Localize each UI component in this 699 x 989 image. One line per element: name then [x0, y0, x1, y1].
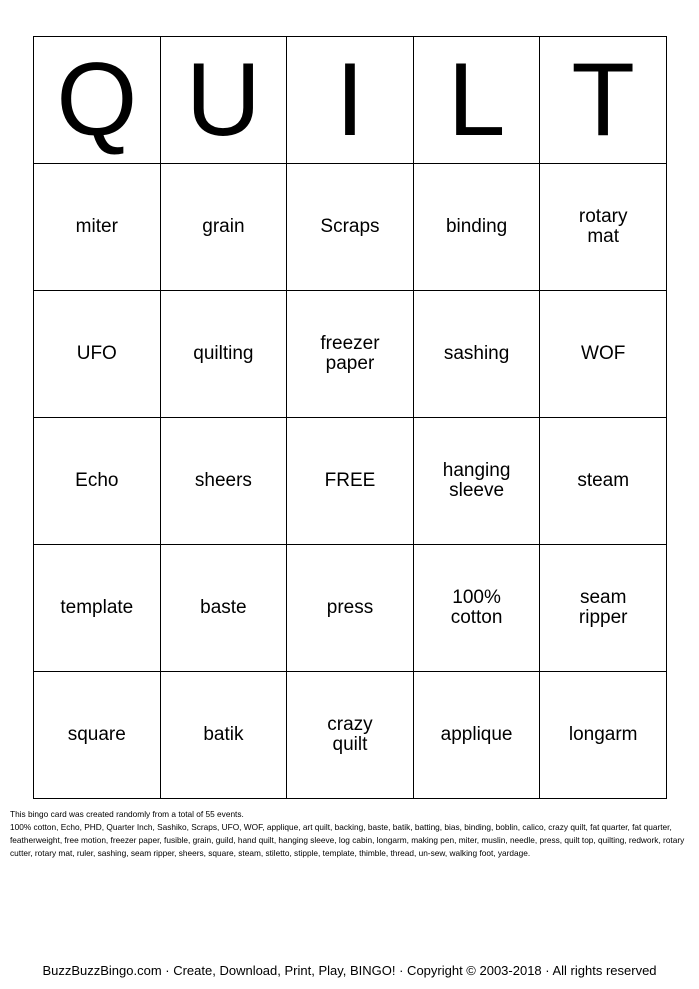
cell-text: freezer paper	[320, 333, 380, 374]
cell-text: quilting	[193, 343, 254, 364]
cell-text: template	[60, 597, 134, 618]
header-letter-u: U	[160, 37, 287, 164]
bingo-cell	[287, 545, 414, 672]
cell-text: grain	[202, 216, 245, 237]
bingo-cell	[540, 164, 667, 291]
cell-text: Echo	[75, 470, 119, 491]
bingo-cell	[413, 672, 540, 799]
bingo-cell	[540, 672, 667, 799]
bingo-cell	[413, 291, 540, 418]
card-row-4	[34, 545, 667, 672]
cell-text: Scraps	[320, 216, 380, 237]
cell-text: baste	[200, 597, 247, 618]
cell-text: press	[326, 597, 374, 618]
cell-text: miter	[75, 216, 118, 237]
card-row-5	[34, 672, 667, 799]
card-row-3	[34, 418, 667, 545]
cell-text: square	[67, 724, 126, 745]
cell-text: sashing	[443, 343, 510, 364]
free-space-cell	[287, 418, 414, 545]
bingo-cell	[34, 164, 161, 291]
bingo-cell	[540, 545, 667, 672]
cell-text: hanging sleeve	[442, 460, 511, 501]
bingo-cell	[413, 164, 540, 291]
bingo-cell	[413, 418, 540, 545]
cell-text: FREE	[324, 470, 376, 491]
bingo-cell	[287, 164, 414, 291]
bingo-cell	[34, 672, 161, 799]
bingo-cell	[160, 164, 287, 291]
bingo-cell	[540, 418, 667, 545]
footer-copyright: BuzzBuzzBingo.com · Create, Download, Print, Play, BINGO! · Copyright © 2003-2018 · All rights reserved	[42, 963, 657, 978]
card-info-note	[10, 808, 690, 860]
cell-text: binding	[445, 216, 508, 237]
cell-text: 100% cotton	[450, 587, 503, 628]
bingo-cell	[287, 672, 414, 799]
cell-text: sheers	[194, 470, 252, 491]
bingo-cell	[160, 418, 287, 545]
bingo-cell	[160, 291, 287, 418]
event-list: 100% cotton, Echo, PHD, Quarter Inch, Sashiko, Scraps, UFO, WOF, applique, art quilt, backing, baste, batik, batting, bias, binding, boblin, calico, crazy quilt, fat quarter, fat quarter, featherweight, free motion, freezer paper, fusible, grain, guild, hand quilt, hanging sleeve, log cabin, longarm, making pen, miter, muslin, needle, press, quilt top, quilting, redwork, rotary cutter, rotary mat, ruler, sashing, seam ripper, sheers, square, steam, stiletto, stipple, template, thimble, thread, un-sew, walking foot, yardage.	[10, 822, 685, 858]
cell-text: steam	[577, 470, 630, 491]
card-row-2	[34, 291, 667, 418]
bingo-cell	[34, 291, 161, 418]
header-letter-l: L	[413, 37, 540, 164]
cell-text: seam ripper	[578, 587, 628, 628]
cell-text: WOF	[581, 343, 626, 364]
cell-text: UFO	[76, 343, 117, 364]
cell-text: longarm	[568, 724, 638, 745]
header-row	[34, 37, 667, 164]
card-row-1	[34, 164, 667, 291]
cell-text: crazy quilt	[327, 714, 373, 755]
header-letter-q: Q	[34, 37, 161, 164]
note-intro: This bingo card was created randomly from a total of 55 events.	[10, 809, 244, 819]
bingo-cell	[287, 291, 414, 418]
bingo-card	[33, 36, 667, 799]
bingo-cell	[34, 418, 161, 545]
header-letter-i: I	[287, 37, 414, 164]
bingo-cell	[160, 545, 287, 672]
cell-text: batik	[203, 724, 244, 745]
bingo-cell	[34, 545, 161, 672]
bingo-cell	[540, 291, 667, 418]
bingo-cell	[160, 672, 287, 799]
header-letter-t: T	[540, 37, 667, 164]
cell-text: rotary mat	[578, 206, 628, 247]
cell-text: applique	[440, 724, 513, 745]
bingo-cell	[413, 545, 540, 672]
